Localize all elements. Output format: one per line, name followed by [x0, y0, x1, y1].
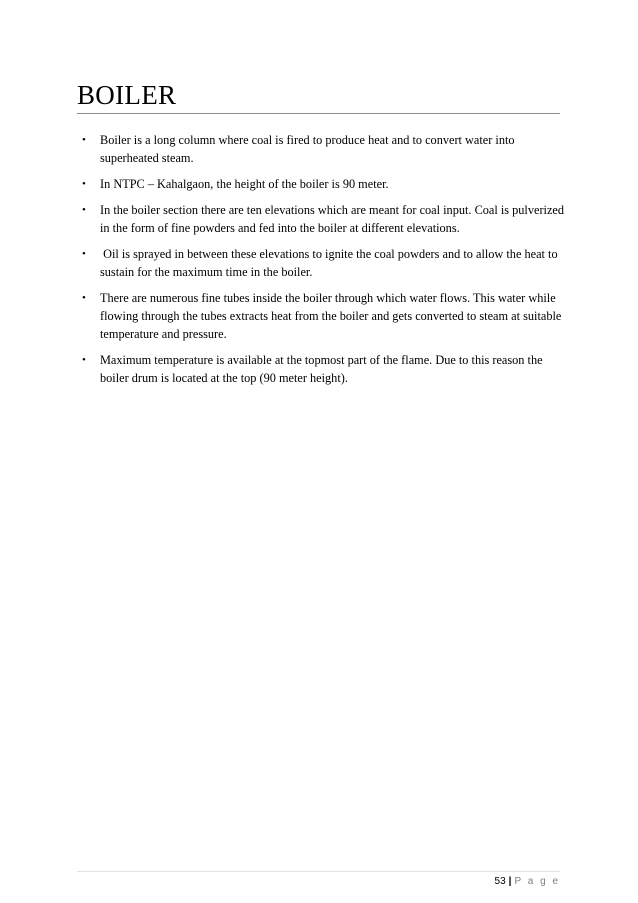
list-item — [77, 175, 567, 193]
bullet-text: Boiler is a long column where coal is fired to produce heat and to convert water into superheated steam. — [100, 133, 515, 165]
title-underline — [77, 113, 560, 114]
list-item — [77, 245, 567, 281]
bullet-text: Maximum temperature is available at the topmost part of the flame. Due to this reason the boiler drum is located at the top (90 meter height). — [100, 353, 543, 385]
bullet-text: In the boiler section there are ten elevations which are meant for coal input. Coal is pulverized in the form of fine powders and fed into the boiler at different elevations. — [100, 203, 565, 235]
bullet-list — [77, 131, 567, 395]
bullet-icon: • — [82, 178, 86, 190]
list-item — [77, 131, 567, 167]
footer-divider — [77, 871, 560, 872]
bullet-icon: • — [82, 292, 86, 304]
bullet-icon: • — [82, 134, 86, 146]
page-label: P a g e — [514, 876, 560, 887]
bullet-icon: • — [82, 204, 86, 216]
list-item — [77, 289, 567, 343]
list-item — [77, 351, 567, 387]
bullet-icon: • — [82, 354, 86, 366]
page-title: BOILER — [77, 80, 177, 110]
page-separator: | — [508, 876, 512, 887]
page-footer — [495, 875, 560, 889]
bullet-icon: • — [82, 248, 86, 260]
bullet-text: Oil is sprayed in between these elevations to ignite the coal powders and to allow the heat to sustain for the maximum time in the boiler. — [100, 247, 561, 279]
bullet-text: In NTPC – Kahalgaon, the height of the boiler is 90 meter. — [100, 177, 389, 191]
page-number: 53 — [494, 876, 506, 887]
list-item — [77, 201, 567, 237]
bullet-text: There are numerous fine tubes inside the boiler through which water flows. This water while flowing through the tubes extracts heat from the boiler and gets converted to steam at suitable temperature and pressure. — [100, 291, 562, 341]
